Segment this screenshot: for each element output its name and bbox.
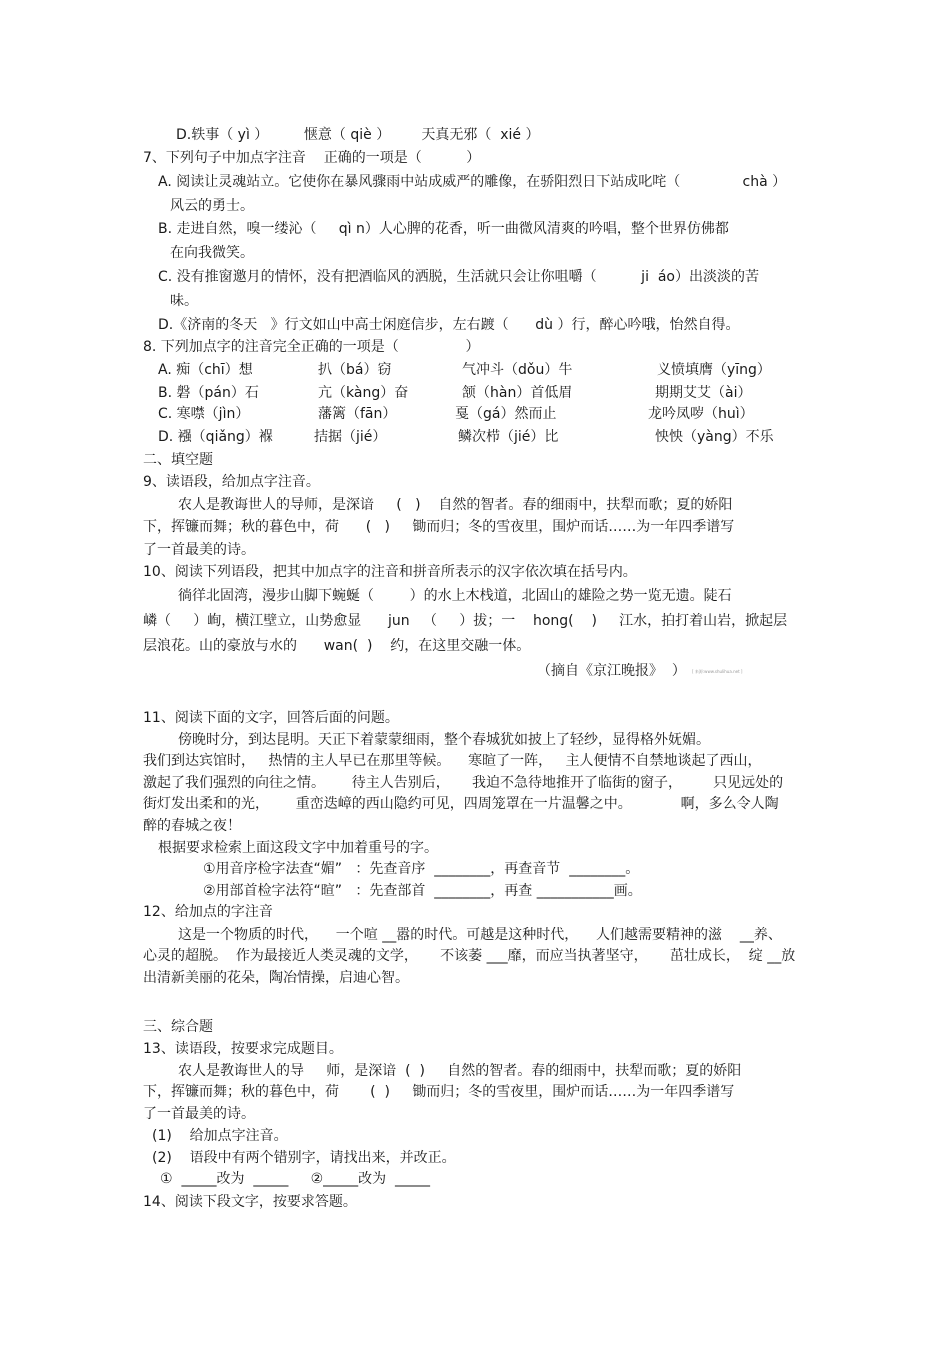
q9-text-2: 下，挥镰而舞；秋的暮色中，荷 ( ) 锄而归；冬的雪夜里，围炉而话……为一年四季谱写 bbox=[143, 519, 735, 535]
q8-b-2: 亢（kàng）奋 bbox=[318, 385, 409, 401]
q8-c-4: 龙吟凤哕（huì） bbox=[648, 406, 754, 422]
q10-text-1: 徜徉北固湾，漫步山脚下蜿蜒（ ）的水上木栈道，北固山的雄险之势一览无遗。陡石 bbox=[178, 588, 732, 604]
q8-a-3: 气冲斗（dǒu）牛 bbox=[462, 362, 573, 378]
q12-text-2: 心灵的超脱。 作为最接近人类灵魂的文学， 不该萎 ___靡，而应当执著坚守， 茁壮成长， 绽 __放 bbox=[143, 948, 796, 964]
q11-text-2: 我们到达宾馆时， 热情的主人早已在那里等候。 寒暄了一阵， 主人便情不自禁地谈起了西山， bbox=[143, 753, 762, 769]
q11-text-1: 傍晚时分，到达昆明。天正下着蒙蒙细雨，整个春城犹如披上了轻纱，显得格外妩媚。 bbox=[178, 732, 710, 748]
q8-stem: 8. 下列加点字的注音完全正确的一项是（ ） bbox=[143, 339, 480, 355]
q9-text-1: 农人是教诲世人的导师，是深谙 ( ) 自然的智者。春的细雨中，扶犁而歌；夏的娇阳 bbox=[178, 497, 733, 513]
q7-option-c-cont: 味。 bbox=[170, 293, 198, 309]
q9-text-3: 了一首最美的诗。 bbox=[143, 542, 255, 558]
q7-option-a-cont: 风云的勇士。 bbox=[170, 198, 254, 214]
q8-d-1: D. 襁（qiǎng）褓 bbox=[158, 429, 273, 445]
q11-text-4: 街灯发出柔和的光， 重峦迭嶂的西山隐约可见，四周笼罩在一片温馨之中。 啊，多么令人陶 bbox=[143, 796, 779, 812]
q8-c-1: C. 寒噤（jìn） bbox=[158, 406, 250, 422]
q8-d-4: 怏怏（yàng）不乐 bbox=[655, 429, 774, 445]
q13-answer-blanks: ① _____改为 _____ ②_____改为 _____ bbox=[160, 1171, 431, 1187]
q6-option-d: D.轶事（ yì ） 惬意（ qiè ） 天真无邪（ xié ） bbox=[176, 127, 540, 143]
q7-option-c: C. 没有推窗邀月的情怀，没有把酒临风的洒脱，生活就只会让你咀嚼（ ji áo）出淡淡的苦 bbox=[158, 269, 759, 285]
q12-text-1: 这是一个物质的时代， 一个喧 __嚣的时代。可越是这种时代， 人们越需要精神的滋 __养、 bbox=[178, 927, 782, 943]
q13-text-1: 农人是教诲世人的导 师，是深谙 ( ) 自然的智者。春的细雨中，扶犁而歌；夏的娇阳 bbox=[178, 1063, 742, 1079]
q11-stem: 11、阅读下面的文字，回答后面的问题。 bbox=[143, 710, 399, 726]
q12-stem: 12、给加点的字注音 bbox=[143, 904, 273, 920]
q13-text-3: 了一首最美的诗。 bbox=[143, 1106, 255, 1122]
q13-sub-1: (1) 给加点字注音。 bbox=[152, 1128, 288, 1144]
q13-sub-2: (2) 语段中有两个错别字，请找出来，并改正。 bbox=[152, 1150, 456, 1166]
q7-option-b: B. 走进自然，嗅一缕沁（ qì n）人心脾的花香，听一曲微风清爽的吟唱，整个世界仿佛都 bbox=[158, 221, 729, 237]
q8-a-2: 扒（bá）窃 bbox=[318, 362, 392, 378]
q8-d-3: 鳞次栉（jié）比 bbox=[458, 429, 559, 445]
q8-d-2: 拮据（jié） bbox=[314, 429, 387, 445]
q8-b-3: 颔（hàn）首低眉 bbox=[462, 385, 573, 401]
q12-text-3: 出清新美丽的花朵，陶冶情操，启迪心智。 bbox=[143, 970, 409, 986]
q11-instruction: 根据要求检索上面这段文字中加着重号的字。 bbox=[158, 840, 438, 856]
q7-option-b-cont: 在向我微笑。 bbox=[170, 245, 254, 261]
q11-text-5: 醉的春城之夜！ bbox=[143, 818, 241, 834]
q7-option-a: A. 阅读让灵魂站立。它使你在暴风骤雨中站成威严的雕像，在骄阳烈日下站成叱咤（ chà ） bbox=[158, 174, 787, 190]
q10-text-2: 嶙（ ）峋，横江壁立，山势愈显 jun （ ）拔；一 hong( ) 江水，拍打着山岩，掀起层 bbox=[143, 613, 788, 629]
q8-b-1: B. 磐（pán）石 bbox=[158, 385, 259, 401]
q8-c-3: 戛（gá）然而止 bbox=[455, 406, 557, 422]
q13-stem: 13、读语段，按要求完成题目。 bbox=[143, 1041, 343, 1057]
section-3-heading: 三、综合题 bbox=[143, 1019, 213, 1035]
q8-c-2: 藩篱（fān） bbox=[318, 406, 397, 422]
q9-stem: 9、读语段，给加点字注音。 bbox=[143, 474, 320, 490]
q11-sub-1: ①用音序检字法查“媚” ：先查音序 ________，再查音节 ________。 bbox=[203, 861, 640, 877]
q11-sub-2: ②用部首检字法符“暄” ：先查部首 ________，再查 ___________画。 bbox=[203, 883, 642, 899]
q11-text-3: 激起了我们强烈的向往之情。 待主人告别后， 我迫不急待地推开了临街的窗子， 只见远处的 bbox=[143, 775, 784, 791]
watermark-source: [ 来源:www.shulihua.net ] bbox=[692, 669, 743, 674]
q14-stem: 14、阅读下段文字，按要求答题。 bbox=[143, 1194, 357, 1210]
q8-a-1: A. 痴（chī）想 bbox=[158, 362, 253, 378]
q10-text-3: 层浪花。山的豪放与水的 wan( ) 约，在这里交融一体。 bbox=[143, 638, 531, 654]
q8-b-4: 期期艾艾（ài） bbox=[655, 385, 752, 401]
q10-stem: 10、阅读下列语段，把其中加点字的注音和拼音所表示的汉字依次填在括号内。 bbox=[143, 564, 637, 580]
q8-a-4: 义愤填膺（yīng） bbox=[657, 362, 771, 378]
q7-stem: 7、下列句子中加点字注音 正确的一项是（ ） bbox=[143, 150, 481, 166]
q7-option-d: D.《济南的冬天 》行文如山中高士闲庭信步，左右踱（ dù ）行，醉心吟哦，怡然自得。 bbox=[158, 317, 740, 333]
section-2-heading: 二、填空题 bbox=[143, 452, 213, 468]
q13-text-2: 下，挥镰而舞；秋的暮色中，荷 ( ) 锄而归；冬的雪夜里，围炉而话……为一年四季谱写 bbox=[143, 1084, 735, 1100]
q10-source: （摘自《京江晚报》 ） bbox=[537, 663, 686, 679]
